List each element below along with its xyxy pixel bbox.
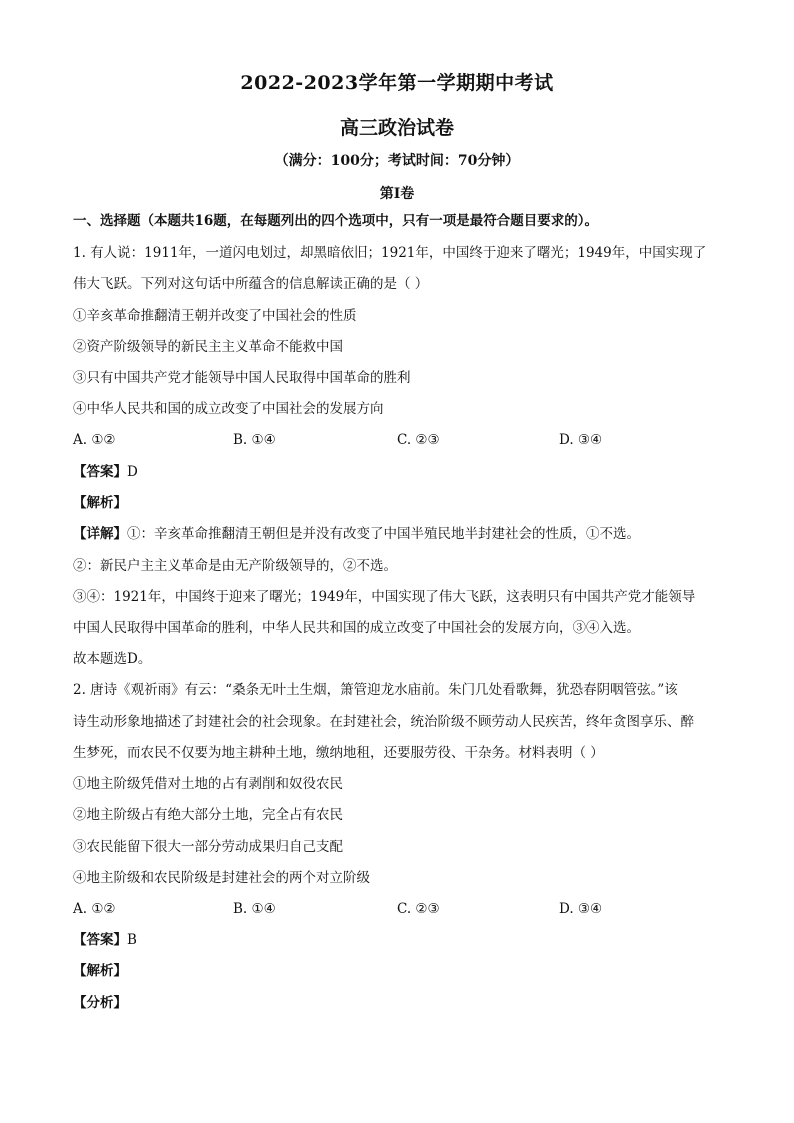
q1-statement-4: ④中华人民共和国的成立改变了中国社会的发展方向	[73, 401, 384, 417]
q1-answer-value: D	[127, 464, 138, 480]
q1-statement-1: ①辛亥革命推翻清王朝并改变了中国社会的性质	[73, 308, 357, 324]
q1-stem-line-1: 1. 有人说：1911年，一道闪电划过，却黑暗依旧；1921年，中国终于迎来了曙光；1949年，中国实现了	[73, 245, 707, 261]
q2-statement-2: ②地主阶级占有绝大部分土地，完全占有农民	[73, 807, 343, 823]
q2-option-b: B. ①④	[233, 901, 276, 917]
q1-stem-line-2: 伟大飞跃。下列对这句话中所蕴含的信息解读正确的是（ ）	[73, 276, 429, 292]
q2-option-a: A. ①②	[73, 901, 116, 917]
q2-stem-line-3: 生梦死，而农民不仅要为地主耕种土地，缴纳地租，还要服劳役、干杂务。材料表明（ ）	[73, 745, 604, 761]
q2-statement-3: ③农民能留下很大一部分劳动成果归自己支配	[73, 839, 343, 855]
q1-answer	[73, 463, 723, 481]
q1-statement-2: ②资产阶级领导的新民主主义革命不能救中国	[73, 339, 343, 355]
q1-detail-line-3: ③④：1921年，中国终于迎来了曙光；1949年，中国实现了伟大飞跃，这表明只有中国共产党才能领导	[73, 589, 696, 605]
q2-answer	[73, 931, 723, 949]
q2-statement-1: ①地主阶级凭借对土地的占有剥削和奴役农民	[73, 776, 343, 792]
q2-stem-line-2: 诗生动形象地描述了封建社会的社会现象。在封建社会，统治阶级不顾劳动人民疾苦，终年贪图享乐、醉	[73, 714, 694, 730]
q1-options	[73, 431, 723, 449]
q1-option-a: A. ①②	[73, 432, 116, 448]
q1-statement-3: ③只有中国共产党才能领导中国人民取得中国革命的胜利	[73, 370, 411, 386]
q2-option-c: C. ②③	[397, 901, 440, 917]
q2-answer-value: B	[127, 932, 137, 948]
q2-options	[73, 900, 723, 918]
q1-detail-line-4: 中国人民取得中国革命的胜利，中华人民共和国的成立改变了中国社会的发展方向，③④入选。	[73, 620, 640, 636]
q1-option-b: B. ①④	[233, 432, 276, 448]
q1-option-c: C. ②③	[397, 432, 440, 448]
detail-tag: 【详解】	[73, 526, 127, 542]
answer-tag: 【答案】	[73, 932, 127, 948]
q2-fenxi-tag: 【分析】	[73, 995, 127, 1011]
exam-subtitle: 高三政治试卷	[339, 117, 454, 139]
answer-tag: 【答案】	[73, 464, 127, 480]
q1-detail-line-5: 故本题选D。	[73, 651, 152, 667]
q1-analysis-tag: 【解析】	[73, 495, 127, 511]
q2-analysis-tag: 【解析】	[73, 963, 127, 979]
volume-label: 第Ⅰ卷	[379, 186, 415, 202]
section-heading: 一、选择题（本题共16题，在每题列出的四个选项中，只有一项是最符合题目要求的）。	[73, 213, 599, 229]
q1-detail-line-1	[73, 525, 723, 543]
q2-stem-line-1: 2. 唐诗《观祈雨》有云：“桑条无叶土生烟，箫管迎龙水庙前。朱门几处看歌舞，犹恐春阴咽管弦。”该	[73, 682, 678, 698]
q2-option-d: D. ③④	[559, 901, 603, 917]
q1-detail-line-2: ②：新民户主主义革命是由无产阶级领导的，②不选。	[73, 558, 397, 574]
q2-statement-4: ④地主阶级和农民阶级是封建社会的两个对立阶级	[73, 870, 370, 886]
q1-detail-text-1: ①：辛亥革命推翻清王朝但是并没有改变了中国半殖民地半封建社会的性质，①不选。	[127, 526, 640, 542]
exam-title: 2022-2023学年第一学期期中考试	[240, 72, 554, 94]
exam-meta: （满分：100分；考试时间：70分钟）	[274, 153, 520, 169]
q1-option-d: D. ③④	[559, 432, 603, 448]
